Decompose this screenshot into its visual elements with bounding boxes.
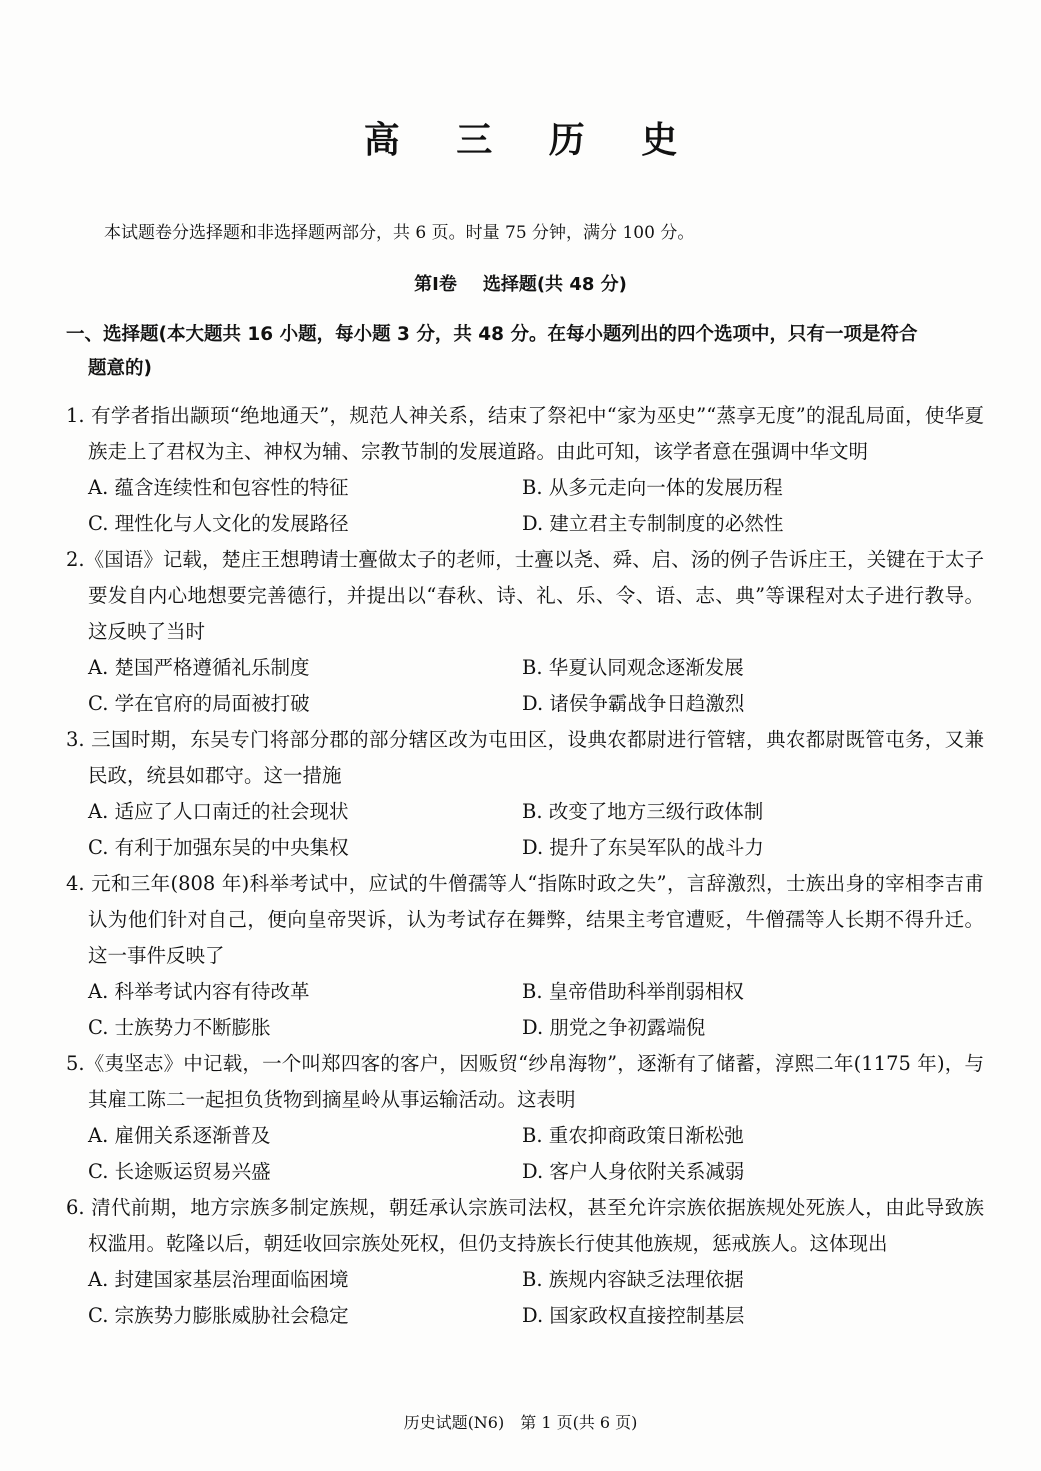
option-c: C. 士族势力不断膨胀: [88, 1016, 271, 1039]
question-1: [66, 398, 984, 542]
option-a: A. 楚国严格遵循礼乐制度: [88, 656, 310, 679]
exam-instructions: 本试题卷分选择题和非选择题两部分，共 6 页。时量 75 分钟，满分 100 分。: [104, 223, 695, 243]
question-stem: 2.《国语》记载，楚庄王想聘请士亹做太子的老师，士亹以尧、舜、启、汤的例子告诉庄王，关键在于太子要发自内心地想要完善德行，并提出以“春秋、诗、礼、乐、令、语、志、典”等课程对太子进行教导。这反映了当时: [66, 548, 984, 643]
question-6: [66, 1190, 984, 1334]
option-b: B. 华夏认同观念逐渐发展: [522, 656, 744, 679]
option-d: D. 诸侯争霸战争日趋激烈: [522, 692, 745, 715]
option-list: [66, 470, 984, 542]
option-a: A. 雇佣关系逐渐普及: [88, 1124, 271, 1147]
question-list: [66, 398, 984, 1334]
question-2: [66, 542, 984, 722]
option-b: B. 皇帝借助科举削弱相权: [522, 980, 744, 1003]
option-c: C. 长途贩运贸易兴盛: [88, 1160, 271, 1183]
option-list: [66, 794, 984, 866]
option-b: B. 族规内容缺乏法理依据: [522, 1268, 744, 1291]
option-d: D. 提升了东吴军队的战斗力: [522, 836, 764, 859]
option-c: C. 有利于加强东吴的中央集权: [88, 836, 349, 859]
question-stem: 3. 三国时期，东吴专门将部分郡的部分辖区改为屯田区，设典农都尉进行管辖，典农都尉既管屯务，又兼民政，统县如郡守。这一措施: [66, 728, 984, 787]
option-d: D. 建立君主专制制度的必然性: [522, 512, 784, 535]
option-list: [66, 1118, 984, 1190]
option-a: A. 科举考试内容有待改革: [88, 980, 310, 1003]
option-a: A. 适应了人口南迁的社会现状: [88, 800, 349, 823]
part-heading-line-1: 一、选择题(本大题共 16 小题，每小题 3 分，共 48 分。在每小题列出的四个选项中，只有一项是符合: [66, 324, 918, 345]
question-3: [66, 722, 984, 866]
option-a: A. 封建国家基层治理面临困境: [88, 1268, 349, 1291]
option-b: B. 改变了地方三级行政体制: [522, 800, 764, 823]
option-c: C. 学在官府的局面被打破: [88, 692, 310, 715]
question-4: [66, 866, 984, 1046]
option-b: B. 重农抑商政策日渐松弛: [522, 1124, 744, 1147]
question-stem: 5.《夷坚志》中记载，一个叫郑四客的客户，因贩贸“纱帛海物”，逐渐有了储蓄，淳熙二年(1175 年)，与其雇工陈二一起担负货物到摘星岭从事运输活动。这表明: [66, 1052, 984, 1111]
option-list: [66, 974, 984, 1046]
option-d: D. 国家政权直接控制基层: [522, 1304, 745, 1327]
section-label: 选择题(共 48 分): [482, 274, 627, 295]
question-stem: 6. 清代前期，地方宗族多制定族规，朝廷承认宗族司法权，甚至允许宗族依据族规处死族人，由此导致族权滥用。乾隆以后，朝廷收回宗族处死权，但仍支持族长行使其他族规，惩戒族人。这体现出: [66, 1196, 984, 1255]
section-name: 第Ⅰ卷: [414, 274, 457, 295]
option-c: C. 理性化与人文化的发展路径: [88, 512, 349, 535]
question-stem: 4. 元和三年(808 年)科举考试中，应试的牛僧孺等人“指陈时政之失”，言辞激烈，士族出身的宰相李吉甫认为他们针对自己，便向皇帝哭诉，认为考试存在舞弊，结果主考官遭贬，牛僧孺等人长期不得升迁。这一事件反映了: [66, 872, 984, 967]
question-stem: 1. 有学者指出颛顼“绝地通天”，规范人神关系，结束了祭祀中“家为巫史”“蒸享无度”的混乱局面，使华夏族走上了君权为主、神权为辅、宗教节制的发展道路。由此可知，该学者意在强调中华文明: [66, 404, 984, 463]
page-footer: 历史试题(N6) 第 1 页(共 6 页): [403, 1413, 638, 1432]
option-list: [66, 650, 984, 722]
option-list: [66, 1262, 984, 1334]
option-b: B. 从多元走向一体的发展历程: [522, 476, 783, 499]
question-5: [66, 1046, 984, 1190]
section-heading: [0, 270, 1041, 296]
option-c: C. 宗族势力膨胀威胁社会稳定: [88, 1304, 349, 1327]
page-title: 高 三 历 史: [363, 120, 700, 161]
part-heading: [66, 318, 984, 386]
option-a: A. 蕴含连续性和包容性的特征: [88, 476, 349, 499]
option-d: D. 朋党之争初露端倪: [522, 1016, 706, 1039]
option-d: D. 客户人身依附关系减弱: [522, 1160, 745, 1183]
part-heading-line-2: 题意的): [88, 358, 152, 379]
